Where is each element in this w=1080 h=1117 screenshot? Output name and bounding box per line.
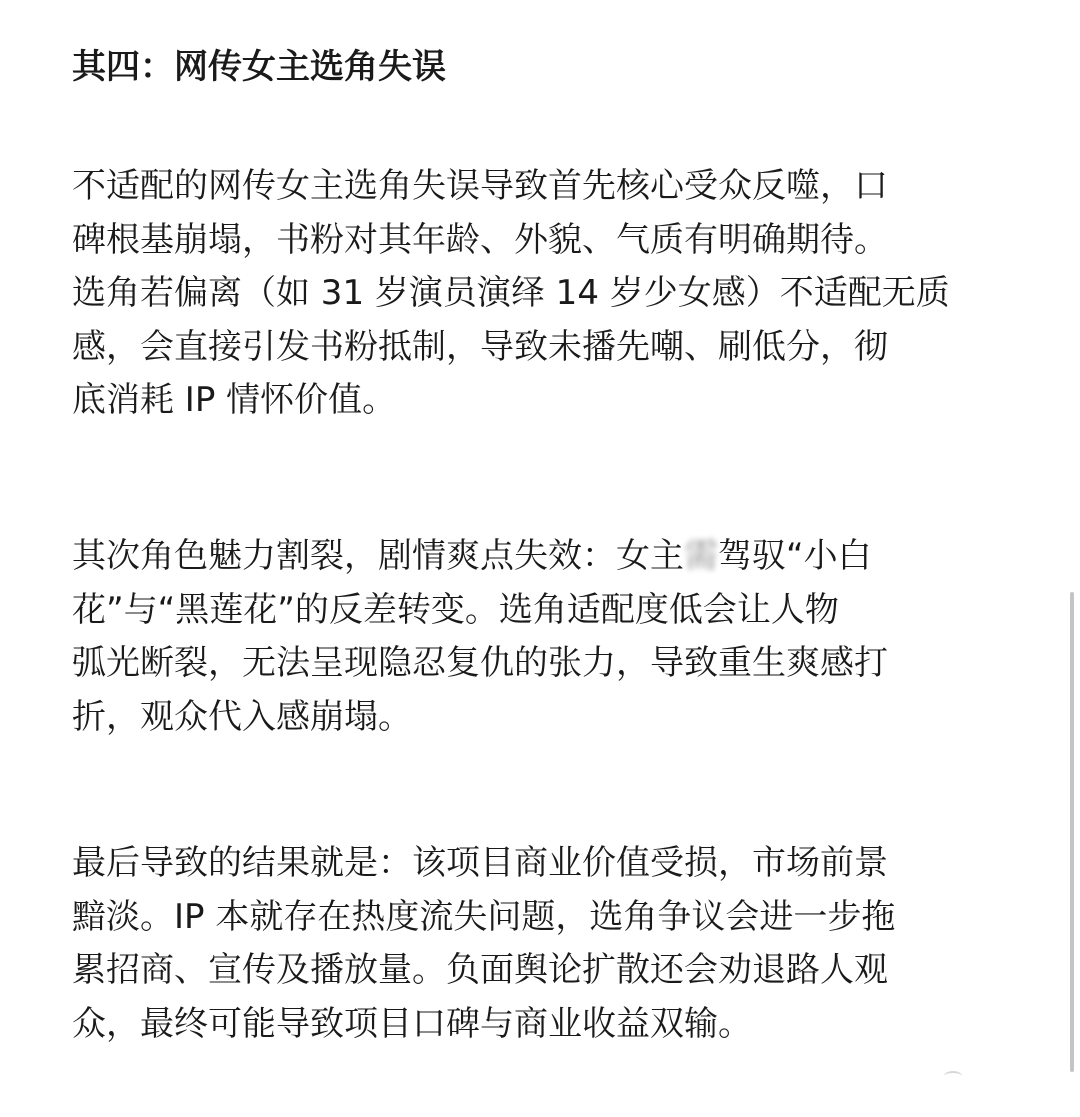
line-text: 驾驭“小白	[718, 536, 872, 576]
paragraph-2	[72, 530, 888, 744]
scrollbar[interactable]	[1070, 592, 1074, 1072]
paragraph-line: 折，观众代入感崩塌。	[72, 696, 412, 737]
watermark-mark	[944, 1071, 962, 1081]
paragraph-line: 感，会直接引发书粉抵制，导致未播先嘲、刷低分，彻	[72, 326, 888, 367]
paragraph-line: 黯淡。IP 本就存在热度流失问题，选角争议会进一步拖	[72, 896, 896, 937]
paragraph-line: 选角若偏离（如 31 岁演员演绎 14 岁少女感）不适配无质	[72, 273, 950, 313]
paragraph-line: 不适配的网传女主选角失误导致首先核心受众反噬，口	[72, 166, 888, 206]
paragraph-line: 最后导致的结果就是：该项目商业价值受损，市场前景	[72, 843, 888, 883]
blurred-text: 需	[684, 536, 718, 576]
paragraph-line: 碑根基崩塌，书粉对其年龄、外貌、气质有明确期待。	[72, 219, 888, 260]
paragraph-line: 累招商、宣传及播放量。负面舆论扩散还会劝退路人观	[72, 950, 888, 990]
section-heading: 其四：网传女主选角失误	[72, 47, 446, 87]
paragraph-3	[72, 837, 895, 1051]
paragraph-line: 底消耗 IP 情怀价值。	[72, 380, 397, 420]
paragraph-line	[72, 530, 888, 584]
line-text: 其次角色魅力割裂，剧情爽点失效：女主	[72, 536, 684, 576]
paragraph-line: 花”与“黑莲花”的反差转变。选角适配度低会让人物	[72, 589, 839, 630]
paragraph-line: 众，最终可能导致项目口碑与商业收益双输。	[72, 1003, 752, 1044]
paragraph-1	[72, 160, 950, 428]
paragraph-line: 弧光断裂，无法呈现隐忍复仇的张力，导致重生爽感打	[72, 643, 888, 683]
